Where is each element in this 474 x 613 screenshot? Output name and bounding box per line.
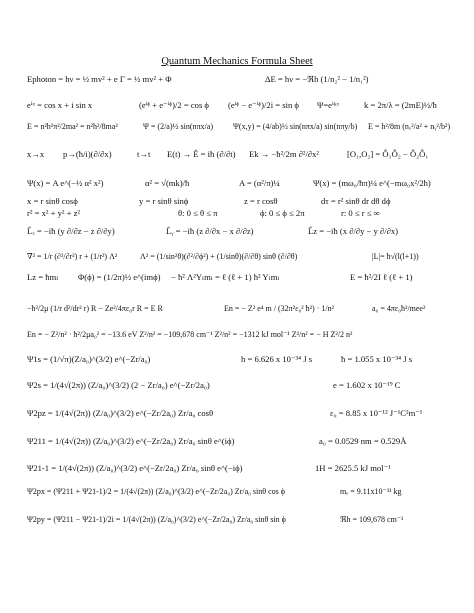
formula-psi-2px: Ψ2px = (Ψ211 + Ψ21-1)/2 = 1/(4√(2π)) (Z/a₀)^(3/2) e^(−Zr/2a₀) Zr/a₀ sinθ cos ϕ: [27, 487, 285, 496]
formula-bohr-radius: a₀ = 4πε₀ħ²/meе²: [372, 304, 426, 313]
formula-op-E: E(t) → Ê = iħ (∂/∂t): [167, 149, 236, 159]
formula-op-p: p→(ħ/i)(∂/∂x): [63, 149, 112, 159]
formula-hartree: 1H = 2625.5 kJ mol⁻¹: [315, 463, 391, 473]
formula-theta-range: θ: 0 ≤ θ ≤ π: [178, 208, 218, 218]
formula-eps0: ε₀ = 8.85 x 10⁻¹² J⁻¹C²m⁻¹: [330, 408, 423, 418]
formula-psi-1s: Ψ1s = (1/√π)(Z/a₀)^(3/2) e^(−Zr/a₀): [27, 354, 151, 364]
formula-En-2: En = − Z²/n² · ħ²/2μa₀² = −13.6 eV Z²/n² = −109,678 cm⁻¹ Z²/n² = −1312 kJ mol⁻¹ Z²/n² = − H Z²/2 n²: [27, 330, 353, 339]
formula-r-range: r: 0 ≤ r ≤ ∞: [341, 208, 380, 218]
formula-sph-x: x = r sinθ cosϕ: [27, 196, 78, 206]
formula-pib-2d-energy: E = h²/8m (nₓ²/a² + nᵧ²/b²): [368, 122, 451, 131]
formula-hbar: ħ = 1.055 x 10⁻³⁴ J s: [341, 354, 413, 364]
formula-psi-full: Ψ(x) = (mω₀/ħπ)¼ e^(−mω₀x²/2ħ): [313, 178, 431, 188]
formula-commutator: [O₁,O₂] = Ô₁Ô₂ − Ô₂Ô₁: [347, 149, 429, 159]
formula-euler-cos: (eⁱᶲ + e⁻ⁱᶲ)/2 = cos ϕ: [139, 100, 209, 110]
formula-pib-1d-wave: Ψ = (2/a)½ sin(nπx/a): [143, 122, 213, 131]
formula-op-x: x→x: [27, 149, 45, 159]
formula-op-Ek: Ek → −ħ²/2m ∂²/∂x²: [249, 149, 320, 159]
formula-dtau: dτ = r² sinθ dr dθ dϕ: [321, 196, 391, 206]
formula-r-sq: r² = x² + y² + z²: [27, 208, 81, 218]
formula-k-def: k = 2π/λ = (2mE)½/ħ: [364, 100, 437, 110]
formula-photon-energy: Ephoton = hν = ½ mv² + e Γ = ½ mv² + Φ: [27, 74, 172, 84]
formula-gaussian: Ψ(x) = A e^(−½ α² x²): [27, 178, 104, 188]
formula-a0-val: a₀ = 0.0529 nm = 0.529Å: [319, 436, 407, 446]
formula-euler-sin: (eⁱᶲ − e⁻ⁱᶲ)/2i = sin ϕ: [228, 100, 299, 110]
formula-L-mag: |L|= ħ√(l(l+1)): [372, 252, 419, 261]
formula-psi-211: Ψ211 = 1/(4√(2π)) (Z/a₀)^(3/2) e^(−Zr/2a₀) Zr/a₀ sinθ e^(iϕ): [27, 436, 235, 446]
formula-L2-eig: − ħ² Λ²Yₗmₗ = ℓ (ℓ + 1) ħ² Yₗmₗ: [171, 272, 280, 282]
formula-phi-func: Φ(ϕ) = (1/2π)½ e^(imϕ): [78, 272, 161, 282]
formula-me: mₑ = 9.11x10⁻³¹ kg: [340, 487, 402, 496]
formula-Ly: L̂ᵧ = −iħ (z ∂/∂x − x ∂/∂z): [166, 226, 254, 236]
formula-En-1: En = − Z² e⁴ m / (32π²ε₀² ħ²) · 1/n²: [224, 304, 334, 313]
formula-alpha-def: α² = √(mk)/ħ: [145, 178, 190, 188]
formula-Lx: L̂ₓ = −iħ (y ∂/∂z − z ∂/∂y): [27, 226, 115, 236]
page-title: Quantum Mechanics Formula Sheet: [161, 56, 313, 67]
formula-psi-2s: Ψ2s = 1/(4√(2π)) (Z/a₀)^(3/2) (2 − Zr/a₀) e^(−Zr/2a₀): [27, 380, 210, 390]
formula-pib-2d-wave: Ψ(x,y) = (4/ab)½ sin(nπx/a) sin(nπy/b): [233, 122, 358, 131]
formula-pib-1d-energy: E = n²h²π²/2ma² = n²h²/8ma²: [27, 122, 118, 131]
formula-Lz: L̂z = −iħ (x ∂/∂y − y ∂/∂x): [308, 226, 398, 236]
formula-sph-y: y = r sinθ sinϕ: [139, 196, 189, 206]
formula-charge: e = 1.602 x 10⁻¹⁹ C: [333, 380, 401, 390]
formula-psi-eikx: Ψ=eⁱᵏˣ: [317, 100, 339, 110]
formula-legendrian: Λ² = (1/sin²θ)(∂²/∂ϕ²) + (1/sinθ)(∂/∂θ) sinθ (∂/∂θ): [140, 252, 298, 261]
formula-Lz-eig: Lz = ħmₗ: [27, 272, 59, 282]
formula-rydberg-const: ℜh = 109,678 cm⁻¹: [340, 515, 404, 524]
formula-laplacian: ∇² = 1/r (∂²/∂r²) r + (1/r²) Λ²: [27, 252, 118, 261]
formula-sph-z: z = r cosθ: [244, 196, 278, 206]
formula-rydberg-energy: ΔE = hν = −ℜh (1/n₂² − 1/n₁²): [265, 74, 369, 84]
formula-planck: h = 6.626 x 10⁻³⁴ J s: [241, 354, 313, 364]
formula-psi-21-1: Ψ21-1 = 1/(4√(2π)) (Z/a₀)^(3/2) e^(−Zr/2a₀) Zr/a₀ sinθ e^(−iϕ): [27, 463, 243, 473]
formula-phi-range: ϕ: 0 ≤ ϕ ≤ 2π: [260, 208, 305, 218]
formula-psi-2pz: Ψ2pz = 1/(4√(2π)) (Z/a₀)^(3/2) e^(−Zr/2a₀) Zr/a₀ cosθ: [27, 408, 214, 418]
formula-A-def: A = (α²/π)¼: [239, 178, 280, 188]
formula-rot-E: E = ħ²/2I ℓ (ℓ + 1): [350, 272, 413, 282]
formula-euler: eⁱˣ = cos x + i sin x: [27, 100, 93, 110]
formula-op-t: t→t: [137, 149, 151, 159]
formula-psi-2py: Ψ2py = (Ψ211 − Ψ21-1)/2i = 1/(4√(2π)) (Z/a₀)^(3/2) e^(−Zr/2a₀) Zr/a₀ sinθ sin ϕ: [27, 515, 286, 524]
formula-radial-eq: −ħ²/2μ (1/r d²/dr² r) R − Ze²/4πε₀r R = E R: [27, 304, 163, 313]
